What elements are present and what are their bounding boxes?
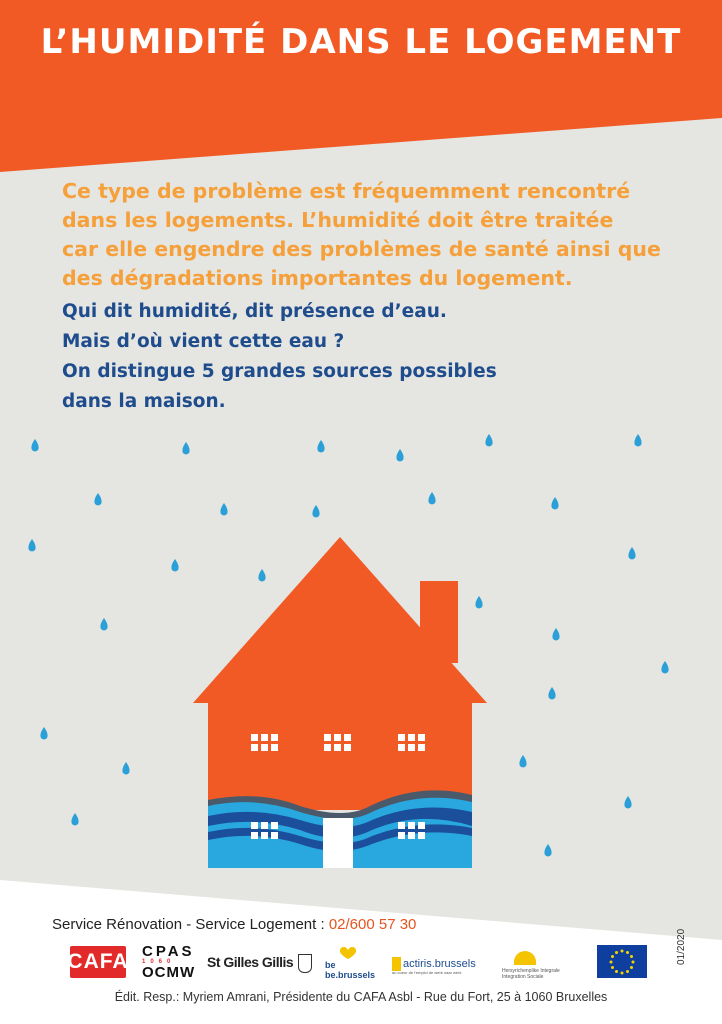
house-door — [323, 818, 353, 868]
publication-date: 01/2020 — [676, 928, 687, 965]
cpas-logo-line: 1060 — [142, 959, 176, 965]
actiris-mark-icon — [392, 957, 401, 971]
eu-stars-icon — [607, 947, 637, 977]
sun-icon — [514, 951, 536, 965]
cafa-logo: CAFA — [70, 946, 126, 978]
service-label: Service Rénovation - Service Logement : — [52, 916, 329, 933]
eu-flag-icon — [597, 945, 647, 978]
integration-logo-line: Integration Sociale — [502, 974, 544, 980]
intro-line: Ce type de problème est fréquemment rencontré — [62, 179, 631, 203]
service-contact — [52, 916, 416, 933]
be-brussels-logo — [325, 944, 375, 980]
intro-line: des dégradations importantes du logement. — [62, 266, 573, 290]
integration-sociale-logo — [502, 944, 560, 980]
question-line: Qui dit humidité, dit présence d’eau. — [62, 301, 447, 322]
service-phone[interactable]: 02/600 57 30 — [328, 916, 417, 933]
be-logo-line: be — [325, 960, 336, 970]
crest-icon — [298, 954, 312, 973]
question-line: Mais d’où vient cette eau ? — [62, 331, 345, 352]
question-line: On distingue 5 grandes sources possibles — [62, 361, 497, 382]
intro-paragraph — [62, 177, 682, 293]
cpas-logo-line: CPAS — [142, 943, 195, 960]
be-logo-line: be.brussels — [325, 970, 376, 980]
actiris-name: actiris.brussels — [403, 958, 476, 970]
st-gilles-logo: St Gilles Gillis — [207, 954, 294, 970]
actiris-tagline: au coeur de l'emploi de werk naar werk — [392, 970, 462, 975]
integration-logo-line: Hersyrichenplike Integrale — [502, 968, 560, 974]
intro-line: car elle engendre des problèmes de santé ainsi que — [62, 237, 661, 261]
page-title: L’HUMIDITÉ DANS LE LOGEMENT — [40, 22, 682, 62]
cpas-logo-line: OCMW — [142, 964, 196, 981]
intro-line: dans les logements. L’humidité doit être traitée — [62, 208, 614, 232]
question-line: dans la maison. — [62, 391, 226, 412]
footer-editor: Édit. Resp.: Myriem Amrani, Présidente du CAFA Asbl - Rue du Fort, 25 à 1060 Bruxelles — [114, 990, 608, 1004]
actiris-logo — [392, 952, 476, 976]
cpas-logo — [142, 944, 195, 980]
heart-icon — [335, 946, 361, 960]
question-paragraph — [62, 297, 497, 417]
